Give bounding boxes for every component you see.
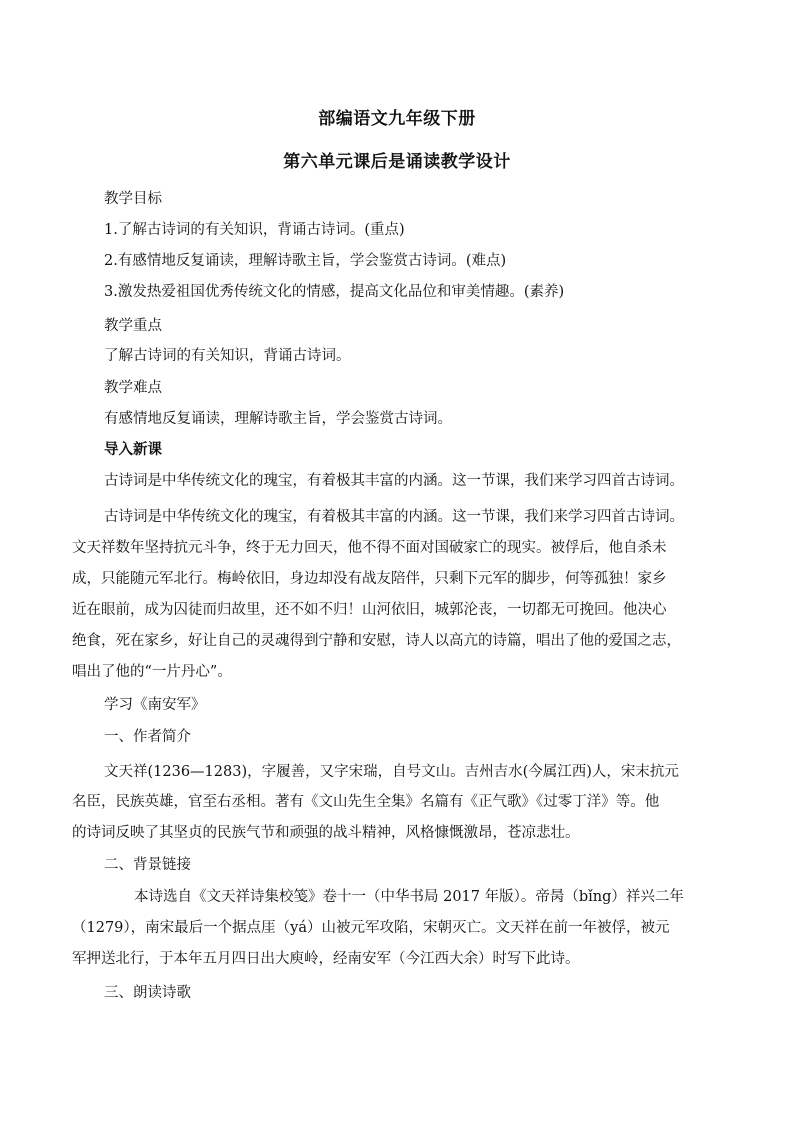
reading-heading: 三、朗读诗歌: [104, 985, 191, 1001]
intro-paragraph-line: 文天祥数年坚持抗元斗争，终于无力回天，他不得不面对国破家亡的现实。被俘后，他自杀未: [72, 540, 667, 556]
author-paragraph-line: 的诗词反映了其坚贞的民族气节和顽强的战斗精神，风格慷慨激昂，苍凉悲壮。: [72, 825, 580, 841]
study-heading: 学习《南安军》: [104, 697, 206, 713]
key-text: 了解古诗词的有关知识，背诵古诗词。: [104, 348, 351, 364]
document-subtitle: 第六单元课后是诵读教学设计: [283, 152, 511, 172]
document-title: 部编语文九年级下册: [318, 109, 476, 129]
intro-paragraph-line: 近在眼前，成为囚徒而归故里，还不如不归！山河依旧，城郭沦丧，一切都无可挽回。他决心: [72, 602, 667, 618]
author-heading: 一、作者简介: [104, 729, 191, 745]
difficulty-heading: 教学难点: [104, 380, 162, 396]
objectives-heading: 教学目标: [104, 191, 162, 207]
intro-paragraph-line: 绝食，死在家乡，好让自己的灵魂得到宁静和安慰，诗人以高亢的诗篇，唱出了他的爱国之志，: [72, 633, 681, 649]
intro-paragraph-line: 古诗词是中华传统文化的瑰宝，有着极其丰富的内涵。这一节课，我们来学习四首古诗词。: [104, 509, 684, 525]
background-paragraph-line: 本诗选自《文天祥诗集校笺》卷十一（中华书局 2017 年版）。帝昺（bǐng）祥兴二年: [134, 889, 684, 905]
background-paragraph-line: （1279），南宋最后一个据点厓（yá）山被元军攻陷，宋朝灭亡。文天祥在前一年被俘，被元: [72, 920, 670, 936]
key-heading: 教学重点: [104, 318, 162, 334]
objective-item: 2.有感情地反复诵读，理解诗歌主旨，学会鉴赏古诗词。(难点): [104, 253, 507, 269]
background-heading: 二、背景链接: [104, 857, 191, 873]
objective-item: 1.了解古诗词的有关知识，背诵古诗词。(重点): [104, 222, 405, 238]
author-paragraph-line: 名臣，民族英雄，官至右丞相。著有《文山先生全集》名篇有《正气歌》《过零丁洋》等。他: [72, 794, 660, 810]
intro-heading: 导入新课: [104, 441, 162, 458]
difficulty-text: 有感情地反复诵读，理解诗歌主旨，学会鉴赏古诗词。: [104, 411, 452, 427]
author-paragraph-line: 文天祥(1236—1283)，字履善，又字宋瑞，自号文山。吉州吉水(今属江西)人，宋末抗元: [104, 764, 679, 780]
intro-line: 古诗词是中华传统文化的瑰宝，有着极其丰富的内涵。这一节课，我们来学习四首古诗词。: [104, 473, 684, 489]
objective-item: 3.激发热爱祖国优秀传统文化的情感，提高文化品位和审美情趣。(素养): [104, 284, 565, 300]
intro-paragraph-line: 唱出了他的“一片丹心”。: [72, 664, 232, 680]
intro-paragraph-line: 成，只能随元军北行。梅岭依旧，身边却没有战友陪伴，只剩下元军的脚步，何等孤独！家乡: [72, 571, 667, 587]
background-paragraph-line: 军押送北行，于本年五月四日出大庾岭，经南安军（今江西大余）时写下此诗。: [72, 951, 580, 967]
